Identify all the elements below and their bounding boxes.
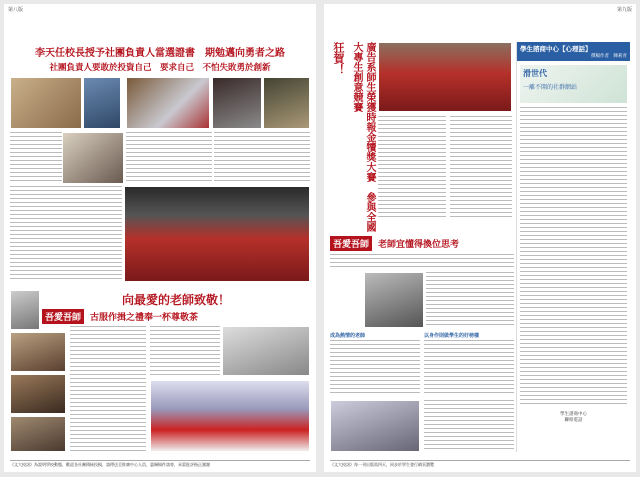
photo-tea-2 bbox=[10, 332, 66, 372]
empathy-title-row bbox=[330, 236, 514, 250]
left-section-pill: 吾愛吾師 bbox=[42, 309, 84, 324]
photo-certificate bbox=[62, 132, 124, 184]
award-article-text-1 bbox=[378, 116, 446, 220]
column-contact bbox=[520, 411, 627, 423]
left-headline-1: 李天任校長授予社團負責人當選證書 期勉邁向勇者之路 bbox=[10, 42, 310, 60]
empathy-text-4 bbox=[424, 400, 514, 452]
column-title-box bbox=[520, 65, 627, 103]
photo-classroom bbox=[330, 400, 420, 452]
right-page-number: 第九版 bbox=[616, 7, 632, 13]
teacher-tribute-banner: 向最愛的老師致敬！ bbox=[42, 290, 310, 308]
tea-ceremony-title-row bbox=[42, 309, 310, 323]
award-article-text-2 bbox=[450, 116, 512, 220]
article-text-col-3 bbox=[214, 132, 310, 184]
article-text-col-1 bbox=[10, 132, 62, 184]
photo-event-4 bbox=[263, 77, 310, 129]
right-section-pill: 吾愛吾師 bbox=[330, 236, 372, 251]
highlight-passionate: 成為熱情的老師 bbox=[330, 333, 366, 339]
left-page bbox=[4, 4, 316, 472]
photo-award-group bbox=[378, 42, 512, 112]
counseling-title: 學生諮商中心【心理話】 bbox=[520, 45, 592, 53]
empathy-text-2 bbox=[330, 340, 420, 396]
photo-tea-4 bbox=[10, 416, 66, 452]
column-subtitle: 一離不開的社群網站 bbox=[523, 84, 578, 91]
photo-group-cheer bbox=[124, 186, 310, 282]
empathy-text-3 bbox=[424, 340, 514, 396]
photo-ceremony-1 bbox=[10, 77, 82, 129]
right-page bbox=[324, 4, 636, 472]
article-text-col-4 bbox=[10, 186, 122, 282]
empathy-intro-text bbox=[330, 254, 514, 270]
column-body-text bbox=[520, 107, 627, 407]
left-section-title: 古服作揖之禮奉一杯尊敬茶 bbox=[90, 312, 199, 323]
empathy-text-1 bbox=[426, 272, 514, 328]
contact-unit: 學生諮商中心 bbox=[560, 412, 587, 417]
left-page-number: 第八版 bbox=[8, 7, 24, 13]
highlight-role-model: 以身作則做學生的好榜樣 bbox=[424, 333, 480, 339]
photo-teacher bbox=[364, 272, 424, 328]
photo-tea-group bbox=[150, 380, 310, 452]
photo-tea-5 bbox=[222, 326, 310, 376]
tea-article-text-1 bbox=[70, 326, 146, 452]
photo-tea-1 bbox=[10, 290, 40, 330]
photo-event-3 bbox=[212, 77, 262, 129]
counseling-header bbox=[517, 42, 630, 61]
article-text-col-2 bbox=[126, 132, 212, 184]
tea-article-text-2 bbox=[150, 326, 220, 376]
right-section-title: 老師宜懂得換位思考 bbox=[378, 239, 460, 250]
congrats-label: 狂賀！ bbox=[332, 42, 345, 75]
counseling-column bbox=[516, 42, 630, 452]
column-main-title: 滑世代 bbox=[523, 69, 547, 78]
right-footer: 《文大校訊》每一刊出版需四天，同步於學生發行網頁瀏覽 bbox=[330, 460, 630, 468]
photo-ceremony-2 bbox=[83, 77, 121, 129]
counseling-author: 撰稿作者 陳莉青 bbox=[591, 54, 627, 59]
photo-tea-3 bbox=[10, 374, 66, 414]
vertical-headline: 廣告系師生榮獲時報金犢獎大賽 參與全國大專生創意競賽 bbox=[351, 42, 375, 232]
left-headline-2: 社團負責人要敢於投資自己 要求自己 不怕失敗勇於創新 bbox=[10, 60, 310, 74]
congrats-column bbox=[330, 42, 350, 192]
left-footer: 《文大校訊》為說明學校動態，歡迎各社團積極投稿，請傳送至推廣中心人員，惠賜稿件請寄，承蒙批評指正謝謝 bbox=[10, 460, 310, 468]
contact-phone: 聯絡電話 bbox=[564, 418, 583, 423]
photo-club-leaders bbox=[126, 77, 210, 129]
